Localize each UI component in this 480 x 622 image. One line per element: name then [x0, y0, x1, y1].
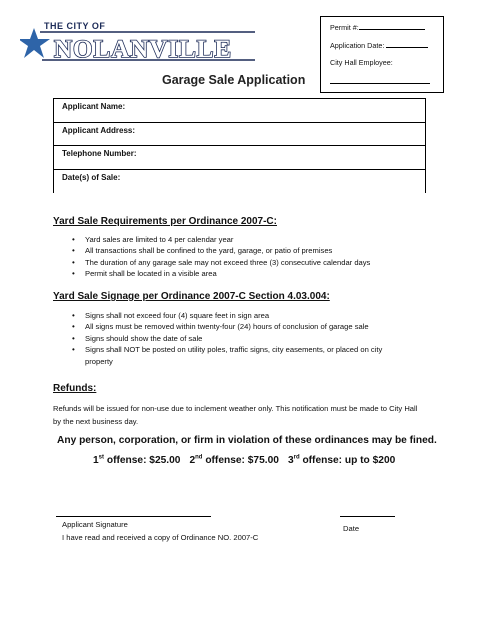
- permit-number-label: Permit #:: [330, 23, 359, 32]
- applicant-address-row[interactable]: Applicant Address:: [54, 123, 425, 147]
- date-label: Date: [343, 524, 360, 533]
- permit-info-box: [320, 16, 444, 93]
- offense-1: 1st offense: $25.00: [93, 455, 181, 467]
- sale-dates-row[interactable]: Date(s) of Sale:: [62, 172, 121, 182]
- list-item: • Signs should show the date of sale: [53, 333, 433, 344]
- signage-list: [53, 310, 433, 367]
- date-line[interactable]: [340, 516, 395, 517]
- signage-heading: Yard Sale Signage per Ordinance 2007-C Section 4.03.004:: [53, 291, 330, 302]
- signature-label: Applicant Signature: [62, 520, 128, 529]
- application-date-label: Application Date:: [330, 41, 385, 50]
- signature-line[interactable]: [56, 516, 211, 517]
- list-item: • Signs shall not exceed four (4) square feet in sign area: [53, 310, 433, 321]
- employee-label: City Hall Employee:: [330, 58, 393, 67]
- list-item: • Permit shall be located in a visible area: [53, 268, 433, 279]
- form-title: Garage Sale Application: [162, 73, 306, 87]
- list-item: • The duration of any garage sale may not exceed three (3) consecutive calendar days: [53, 257, 433, 268]
- offense-fines: [93, 455, 395, 466]
- telephone-row[interactable]: Telephone Number:: [54, 146, 425, 170]
- applicant-info-table: [53, 98, 426, 193]
- permit-number-line: [330, 21, 436, 39]
- application-date-line: [330, 39, 436, 57]
- employee-field-line: [330, 75, 436, 85]
- refunds-heading: Refunds:: [53, 383, 97, 394]
- permit-number-field[interactable]: [359, 21, 425, 30]
- acknowledgement-text: I have read and received a copy of Ordinance NO. 2007-C: [62, 533, 259, 542]
- violation-warning: Any person, corporation, or firm in violation of these ordinances may be fined.: [57, 435, 437, 446]
- requirements-list: [53, 234, 433, 280]
- list-item: • All signs must be removed within twenty-four (24) hours of conclusion of garage sale: [53, 321, 433, 332]
- offense-3: 3rd offense: up to $200: [287, 455, 396, 467]
- offense-2: 2nd offense: $75.00: [189, 455, 279, 467]
- list-item: • Yard sales are limited to 4 per calendar year: [53, 234, 433, 245]
- logo-small-text: THE CITY OF: [44, 21, 106, 31]
- city-logo: [20, 18, 260, 66]
- logo-big-text: NOLANVILLE: [54, 36, 233, 63]
- list-item: • Signs shall NOT be posted on utility poles, traffic signs, city easements, or placed on city property: [53, 344, 433, 367]
- requirements-heading: Yard Sale Requirements per Ordinance 2007-C:: [53, 216, 277, 227]
- applicant-name-row[interactable]: Applicant Name:: [54, 99, 425, 123]
- employee-line: [330, 57, 436, 75]
- refunds-text: Refunds will be issued for non-use due to inclement weather only. This notification must be made to City Hall by the next business day.: [53, 404, 418, 426]
- list-item: • All transactions shall be confined to the yard, garage, or patio of premises: [53, 245, 433, 256]
- employee-field[interactable]: [330, 75, 430, 84]
- nolanville-logo-graphic: [20, 18, 260, 66]
- application-date-field[interactable]: [386, 39, 428, 48]
